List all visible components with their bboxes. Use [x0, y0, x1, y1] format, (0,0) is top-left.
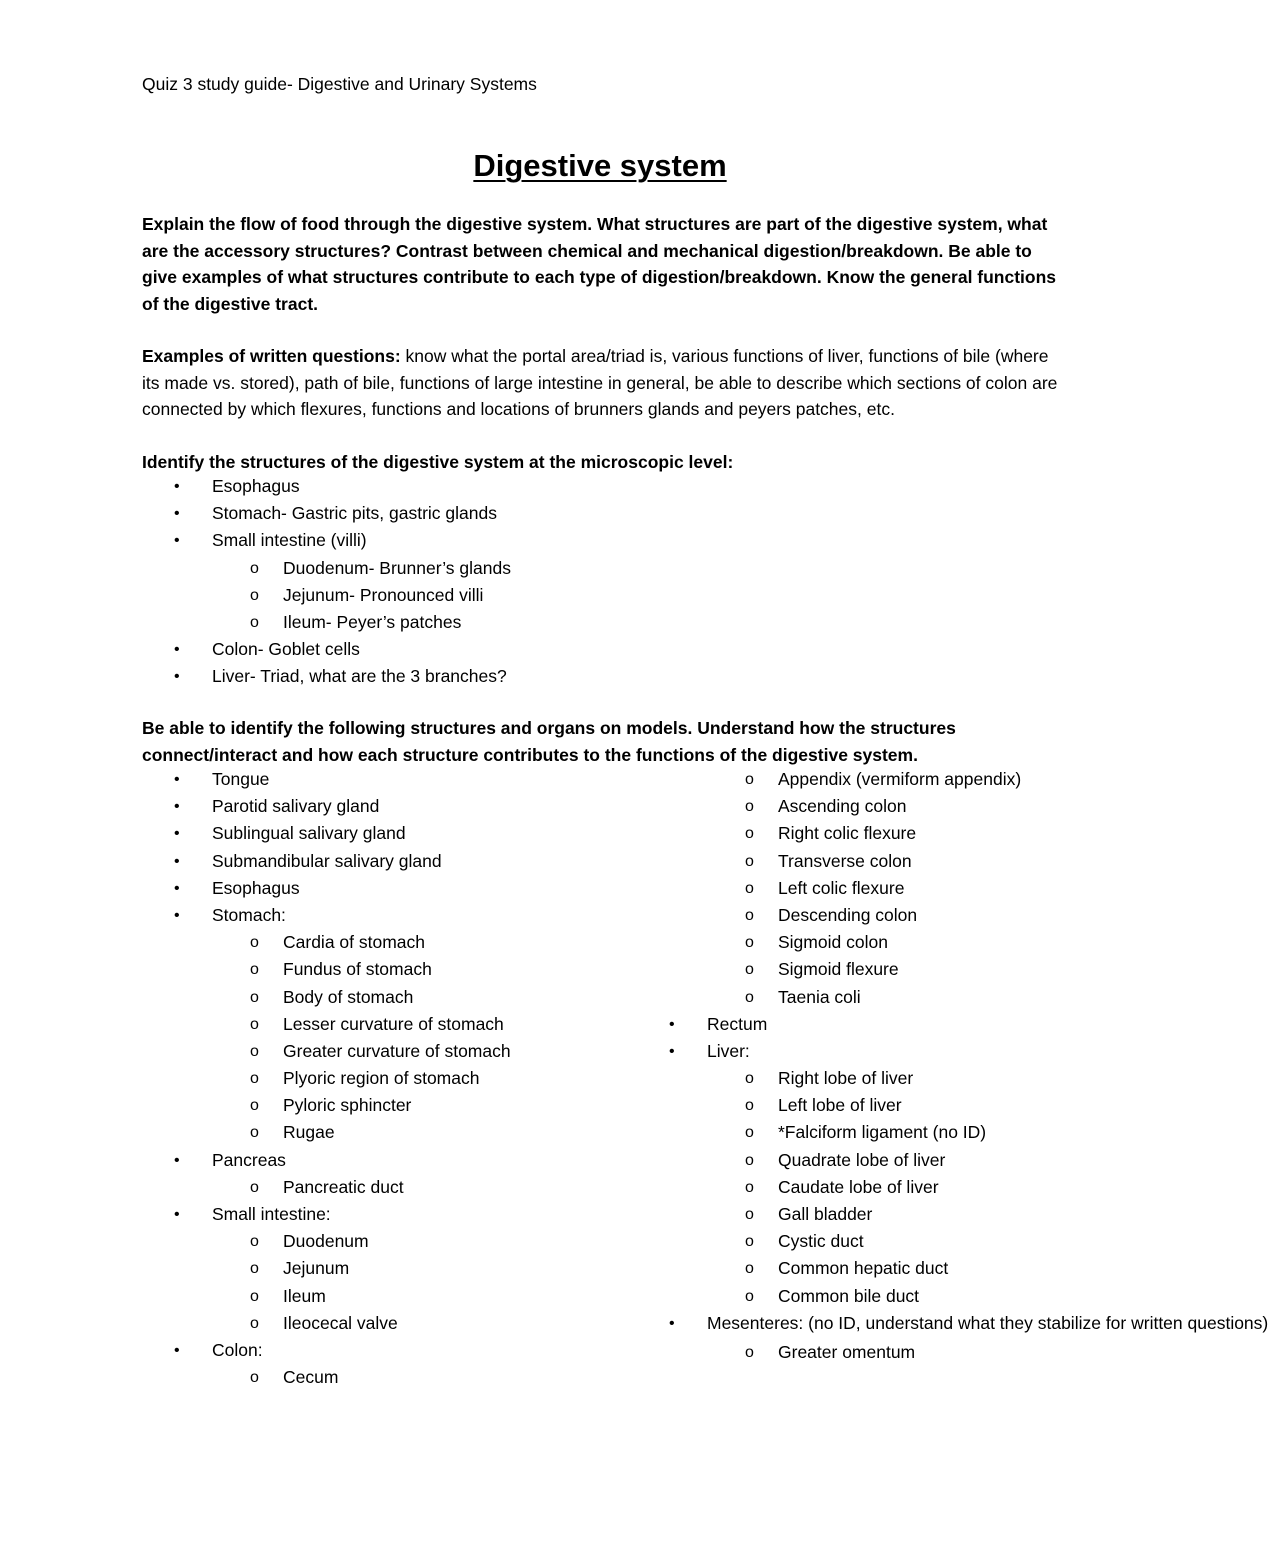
list-item	[142, 500, 511, 527]
bullet-marker: •	[174, 532, 180, 550]
list-item-text: Common bile duct	[778, 1285, 920, 1306]
list-item	[142, 1228, 511, 1255]
sub-bullet-marker: o	[250, 961, 259, 979]
list-item	[142, 636, 511, 663]
bullet-marker: •	[174, 505, 180, 523]
list-item-text: Ileum- Peyer’s patches	[283, 611, 462, 632]
list-item	[142, 902, 511, 929]
list-item-text: Colon:	[212, 1339, 263, 1360]
list-item-text: Caudate lobe of liver	[778, 1176, 939, 1197]
bullet-marker: •	[174, 478, 180, 495]
list-item-text: Appendix (vermiform appendix)	[778, 769, 1022, 789]
title-text: Digestive system	[473, 148, 727, 183]
microscopic-heading: Identify the structures of the digestive system at the microscopic level:	[142, 452, 734, 472]
list-item	[637, 848, 1107, 875]
sub-bullet-marker: o	[250, 1070, 259, 1088]
list-item	[142, 875, 511, 902]
list-item	[142, 1119, 511, 1146]
list-item-text: Transverse colon	[778, 850, 912, 871]
sub-bullet-marker: o	[250, 1260, 259, 1278]
list-item-text: Jejunum	[283, 1258, 350, 1279]
sub-bullet-marker: o	[745, 798, 754, 816]
list-item-text: Right lobe of liver	[778, 1068, 914, 1089]
sub-bullet-marker: o	[745, 879, 754, 897]
list-item-text: Pyloric sphincter	[283, 1095, 412, 1116]
sub-bullet-marker: o	[250, 1233, 259, 1251]
list-item	[637, 1310, 1268, 1339]
list-item	[142, 956, 511, 983]
list-item	[637, 1174, 1107, 1201]
list-item-text: Quadrate lobe of liver	[778, 1149, 946, 1170]
list-item-text: Esophagus	[212, 877, 300, 898]
list-item	[142, 848, 511, 875]
sub-bullet-marker: o	[745, 1097, 754, 1115]
list-item	[637, 1283, 1107, 1310]
list-item	[637, 1201, 1107, 1228]
list-item-text: Body of stomach	[283, 986, 414, 1007]
sub-bullet-marker: o	[745, 1151, 754, 1169]
bullet-marker: •	[669, 1015, 675, 1033]
sub-bullet-marker: o	[250, 1369, 259, 1387]
examples-label: Examples of written questions:	[142, 346, 401, 366]
list-item	[637, 902, 1107, 929]
list-item-text: Small intestine:	[212, 1204, 331, 1224]
list-item	[142, 820, 511, 847]
sub-bullet-marker: o	[250, 934, 259, 952]
list-item	[142, 1092, 511, 1119]
page-title	[0, 148, 1200, 184]
list-item-text: Parotid salivary gland	[212, 796, 380, 817]
list-item-text: Lesser curvature of stomach	[283, 1013, 504, 1034]
list-item-text: Small intestine (villi)	[212, 530, 367, 551]
list-item-text: Cardia of stomach	[283, 932, 426, 953]
list-item-text: Cecum	[283, 1367, 339, 1388]
list-item-text: Rectum	[707, 1013, 768, 1034]
list-item-text: Jejunum- Pronounced villi	[283, 584, 484, 605]
sub-bullet-marker: o	[745, 1070, 754, 1088]
list-item-text: Tongue	[212, 769, 270, 789]
list-item-text: Stomach- Gastric pits, gastric glands	[212, 503, 497, 524]
list-item-text: Pancreatic duct	[283, 1176, 404, 1197]
list-item	[637, 1092, 1107, 1119]
list-item-text: Rugae	[283, 1122, 335, 1143]
list-item-text: Colon- Goblet cells	[212, 639, 360, 660]
list-item-text: Sigmoid colon	[778, 932, 888, 953]
list-item-text: Greater omentum	[778, 1341, 916, 1362]
list-item	[142, 984, 511, 1011]
list-item-text: Pancreas	[212, 1149, 286, 1170]
sub-bullet-marker: o	[250, 586, 259, 604]
list-item	[142, 929, 511, 956]
list-item-text: Sigmoid flexure	[778, 959, 899, 980]
sub-bullet-marker: o	[250, 559, 259, 577]
list-item	[142, 663, 511, 690]
list-item-text: Ileum	[283, 1285, 326, 1306]
examples-text: know what the portal area/triad is, various functions of liver, functions of bile (where its made vs. stored), path of bile, functions of large intestine in general, be able to describe which sections of colon are connected by which flexures, functions and locations of brunners glands and peyers patches, etc.	[142, 346, 1058, 420]
list-item	[142, 555, 511, 582]
list-item	[142, 1337, 511, 1364]
sub-bullet-marker: o	[745, 825, 754, 843]
page-header: Quiz 3 study guide- Digestive and Urinary Systems	[142, 74, 537, 94]
sub-bullet-marker: o	[250, 1042, 259, 1060]
list-item	[637, 1038, 1107, 1065]
list-item	[142, 1038, 511, 1065]
list-item	[142, 1147, 511, 1174]
list-item-text: Sublingual salivary gland	[212, 823, 406, 844]
sub-bullet-marker: o	[250, 613, 259, 631]
list-item-text: Right colic flexure	[778, 823, 917, 844]
list-item-text: Common hepatic duct	[778, 1258, 949, 1279]
sub-bullet-marker: o	[745, 1206, 754, 1223]
list-item	[142, 1255, 511, 1282]
bullet-marker: •	[174, 879, 180, 897]
list-item-text: Plyoric region of stomach	[283, 1068, 480, 1089]
list-item	[142, 1065, 511, 1092]
list-item	[637, 956, 1107, 983]
list-item-text: Liver:	[707, 1040, 750, 1061]
list-item	[142, 582, 511, 609]
models-list-left-column	[142, 766, 511, 1391]
bullet-marker: •	[174, 668, 180, 686]
bullet-marker: •	[174, 825, 180, 843]
list-item	[637, 1011, 1107, 1038]
sub-bullet-marker: o	[745, 1233, 754, 1251]
sub-bullet-marker: o	[745, 1178, 754, 1196]
sub-bullet-marker: o	[745, 771, 754, 788]
sub-bullet-marker: o	[745, 934, 754, 952]
list-item-text: Left lobe of liver	[778, 1095, 902, 1116]
list-item	[142, 609, 511, 636]
list-item	[637, 793, 1107, 820]
sub-bullet-marker: o	[250, 1178, 259, 1196]
list-item	[637, 984, 1107, 1011]
list-item	[637, 875, 1107, 902]
list-item-text: Stomach:	[212, 904, 286, 925]
list-item	[142, 1201, 511, 1228]
list-item-text: Submandibular salivary gland	[212, 850, 442, 871]
sub-bullet-marker: o	[250, 1314, 259, 1332]
list-item	[637, 820, 1107, 847]
sub-bullet-marker: o	[745, 961, 754, 979]
list-item	[637, 1228, 1107, 1255]
list-item-text: *Falciform ligament (no ID)	[778, 1122, 987, 1143]
list-item-text: Duodenum	[283, 1231, 369, 1252]
bullet-marker: •	[174, 906, 180, 924]
list-item-text: Ileocecal valve	[283, 1312, 398, 1333]
list-item	[637, 1147, 1107, 1174]
sub-bullet-marker: o	[250, 1124, 259, 1142]
list-item-text: Gall bladder	[778, 1204, 873, 1224]
list-item	[637, 1339, 1107, 1366]
list-item	[142, 527, 511, 554]
sub-bullet-marker: o	[745, 988, 754, 1006]
list-item	[142, 766, 511, 793]
list-item	[637, 1255, 1107, 1282]
list-item-text: Cystic duct	[778, 1231, 864, 1252]
sub-bullet-marker: o	[745, 1287, 754, 1305]
bullet-marker: •	[174, 852, 180, 870]
list-item-text: Duodenum- Brunner’s glands	[283, 557, 511, 578]
list-item-text: Esophagus	[212, 476, 300, 496]
microscopic-structures-list	[142, 473, 511, 691]
bullet-marker: •	[669, 1042, 675, 1060]
list-item	[142, 473, 511, 500]
list-item-text: Mesenteres: (no ID, understand what they stabilize for written questions)	[707, 1312, 1268, 1333]
list-item	[637, 1065, 1107, 1092]
sub-bullet-marker: o	[250, 988, 259, 1006]
sub-bullet-marker: o	[250, 1015, 259, 1033]
sub-bullet-marker: o	[745, 1124, 754, 1142]
bullet-marker: •	[174, 798, 180, 816]
list-item-text: Ascending colon	[778, 796, 907, 817]
bullet-marker: •	[174, 641, 180, 659]
models-heading: Be able to identify the following structures and organs on models. Understand how the structures connect/interact and how each structure contributes to the functions of the digestive system.	[142, 718, 956, 765]
list-item	[142, 1283, 511, 1310]
bullet-marker: •	[669, 1314, 675, 1332]
list-item-text: Greater curvature of stomach	[283, 1040, 511, 1061]
list-item-text: Liver- Triad, what are the 3 branches?	[212, 666, 507, 687]
bullet-marker: •	[174, 771, 180, 788]
list-item	[142, 1011, 511, 1038]
sub-bullet-marker: o	[745, 852, 754, 870]
list-item	[637, 766, 1107, 793]
sub-bullet-marker: o	[745, 906, 754, 924]
list-item	[142, 1174, 511, 1201]
bullet-marker: •	[174, 1206, 180, 1223]
sub-bullet-marker: o	[250, 1097, 259, 1115]
list-item-text: Fundus of stomach	[283, 959, 432, 980]
list-item-text: Taenia coli	[778, 986, 861, 1007]
sub-bullet-marker: o	[250, 1287, 259, 1305]
list-item-text: Descending colon	[778, 904, 918, 925]
sub-bullet-marker: o	[745, 1343, 754, 1361]
list-item	[637, 929, 1107, 956]
list-item-text: Left colic flexure	[778, 877, 905, 898]
examples-paragraph	[142, 343, 1062, 423]
intro-paragraph: Explain the flow of food through the digestive system. What structures are part of the digestive system, what are the accessory structures? Contrast between chemical and mechanical digestion/breakdown. Be able to give examples of what structures contribute to each type of digestion/breakdown. Know the general functions of the digestive tract.	[142, 214, 1057, 314]
list-item	[637, 1119, 1107, 1146]
bullet-marker: •	[174, 1341, 180, 1359]
list-item	[142, 1364, 511, 1391]
sub-bullet-marker: o	[745, 1260, 754, 1278]
list-item	[142, 793, 511, 820]
bullet-marker: •	[174, 1151, 180, 1169]
list-item	[142, 1310, 511, 1337]
models-list-right-column	[637, 766, 1268, 1366]
